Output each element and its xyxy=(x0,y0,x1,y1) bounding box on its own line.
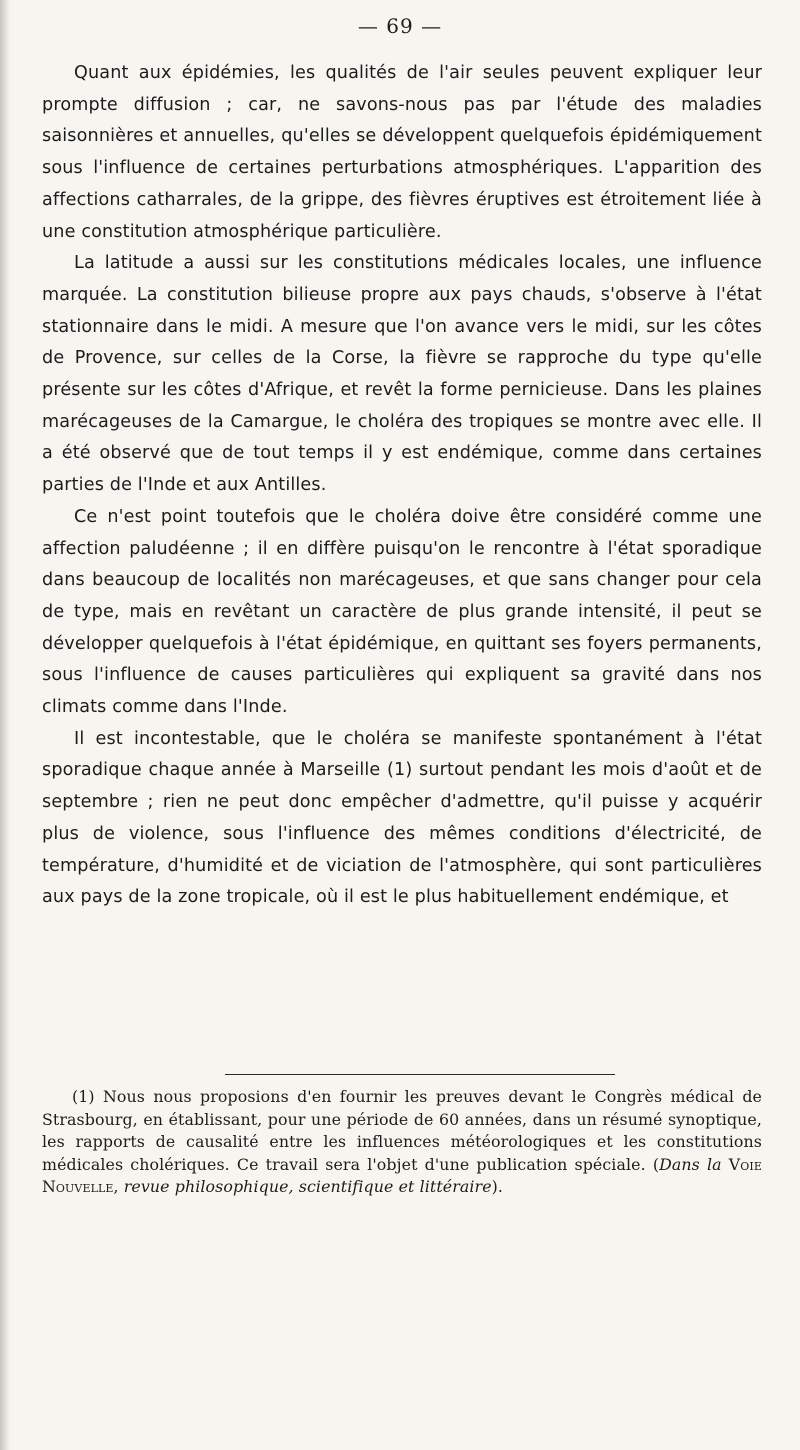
footnote-dans-la: Dans la xyxy=(659,1154,722,1174)
paragraph: La latitude a aussi sur les constitutions médicales locales, une influence marquée. La constitution bilieuse propre aux pays chauds, s'observe à l'état stationnaire dans le midi. A mesure que l'on avance vers le midi, sur les côtes de Provence, sur celles de la Corse, la fièvre se rapproche du type qu'elle présente sur les côtes d'Afrique, et revêt la forme pernicieuse. Dans les plaines marécageuses de la Camargue, le choléra des tropiques se montre avec elle. Il a été observé que de tout temps il y est endémique, comme dans certaines parties de l'Inde et aux Antilles. xyxy=(42,253,762,496)
page-number: — 69 — xyxy=(357,14,443,38)
footnote-text: (1) Nous nous proposions d'en fournir les preuves devant le Congrès médical de Strasbourg, en établissant, pour une période de 60 années, dans un résumé synoptique, les rapports de causalité entre les influences météorologiques et les constitutions médicales cholériques. Ce travail sera l'objet d'une publication spéciale. xyxy=(42,1087,762,1174)
footnote-journal-description: revue philosophique, scientifique et littéraire xyxy=(123,1177,492,1196)
footnote-separator xyxy=(225,1074,615,1075)
footnote-separator-comma: , xyxy=(113,1177,124,1196)
paragraph: Quant aux épidémies, les qualités de l'air seules peuvent expliquer leur prompte diffusion ; car, ne savons-nous pas par l'étude des maladies saisonnières et annuelles, qu'elles se développent quelquefois épidémiquement sous l'influence de certaines perturbations atmosphériques. L'apparition des affections catharrales, de la grippe, des fièvres éruptives est étroitement liée à une constitution atmosphérique particulière. xyxy=(42,63,762,242)
footnote xyxy=(42,1086,762,1199)
footnote-citation-open: ( xyxy=(652,1154,660,1174)
page-edge-shadow xyxy=(0,0,10,1450)
footnote-citation-close: ). xyxy=(491,1177,504,1196)
body-text xyxy=(42,58,762,914)
footnote-journal-title: Voie Nouvelle xyxy=(42,1154,762,1196)
paragraph: Ce n'est point toutefois que le choléra doive être considéré comme une affection paludéenne ; il en diffère puisqu'on le rencontre à l'état sporadique dans beaucoup de localités non marécageuses, et que sans changer pour cela de type, mais en revêtant un caractère de plus grande intensité, il peut se développer quelquefois à l'état épidémique, en quittant ses foyers permanents, sous l'influence de causes particulières qui expliquent sa gravité dans nos climats comme dans l'Inde. xyxy=(42,506,762,718)
paragraph: Il est incontestable, que le choléra se manifeste spontanément à l'état sporadique chaque année à Marseille (1) surtout pendant les mois d'août et de septembre ; rien ne peut donc empêcher d'admettre, qu'il puisse y acquérir plus de violence, sous l'influence des mêmes conditions d'électricité, de température, d'humidité et de viciation de l'atmosphère, qui sont particulières aux pays de la zone tropicale, où il est le plus habituellement endémique, et xyxy=(42,728,762,908)
